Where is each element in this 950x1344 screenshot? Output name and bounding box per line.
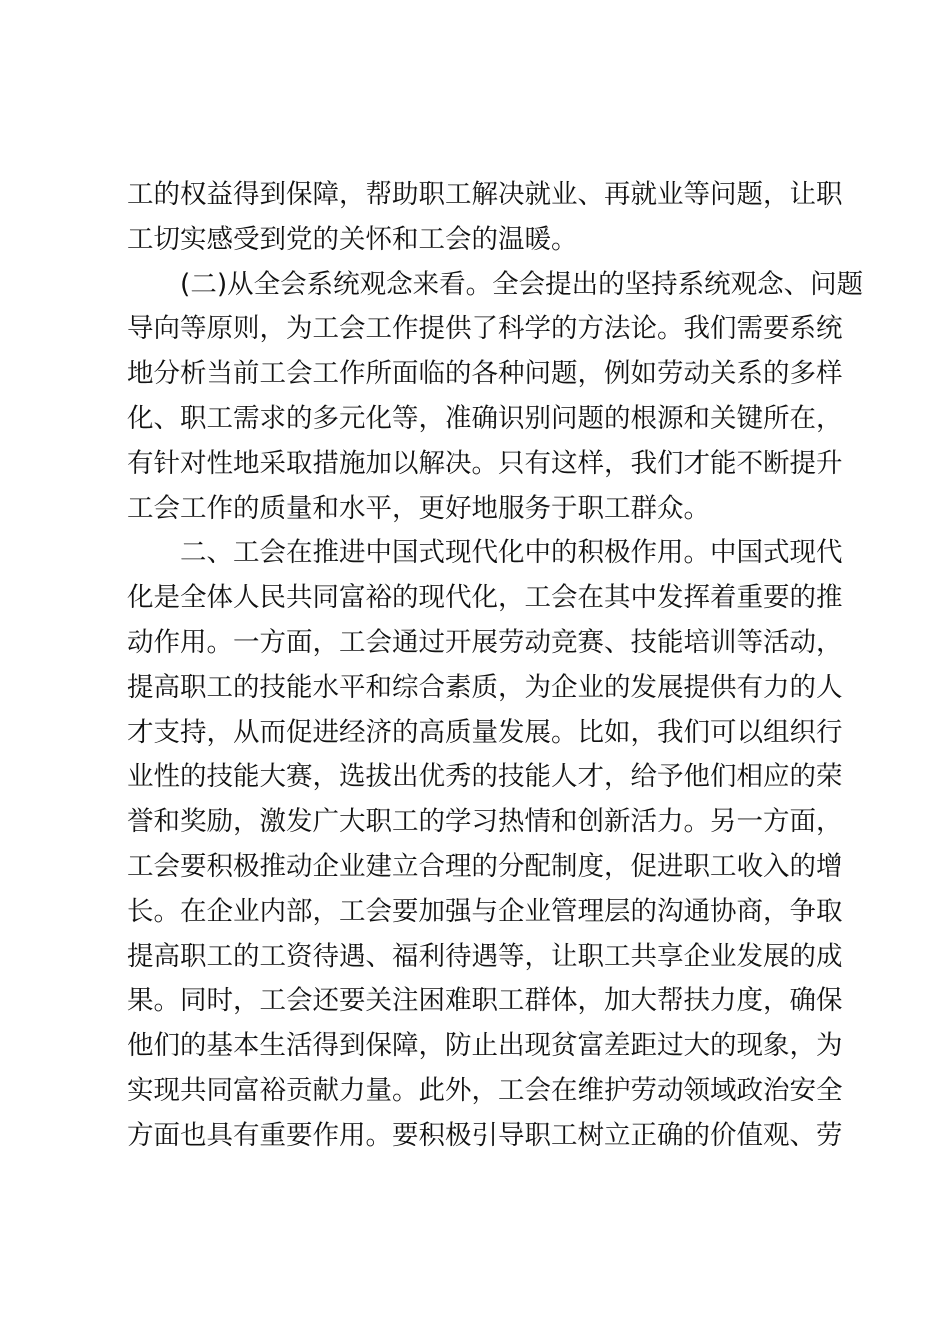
text-line: 化、职工需求的多元化等，准确识别问题的根源和关键所在， xyxy=(127,402,843,434)
text-line: 才支持，从而促进经济的高质量发展。比如，我们可以组织行 xyxy=(127,716,843,748)
text-line: 誉和奖励，激发广大职工的学习热情和创新活力。另一方面， xyxy=(127,806,843,838)
text-line: 导向等原则，为工会工作提供了科学的方法论。我们需要系统 xyxy=(127,313,843,345)
text-line: 地分析当前工会工作所面临的各种问题，例如劳动关系的多样 xyxy=(127,358,843,390)
text-line: 动作用。一方面，工会通过开展劳动竞赛、技能培训等活动， xyxy=(127,626,843,658)
text-line: 方面也具有重要作用。要积极引导职工树立正确的价值观、劳 xyxy=(127,1119,843,1151)
text-line: 工切实感受到党的关怀和工会的温暖。 xyxy=(127,223,578,255)
text-line: 有针对性地采取措施加以解决。只有这样，我们才能不断提升 xyxy=(127,447,843,479)
text-line: 化是全体人民共同富裕的现代化，工会在其中发挥着重要的推 xyxy=(127,582,843,614)
text-line: 二、工会在推进中国式现代化中的积极作用。中国式现代 xyxy=(180,537,843,569)
text-line: 提高职工的技能水平和综合素质，为企业的发展提供有力的人 xyxy=(127,671,843,703)
text-line: 实现共同富裕贡献力量。此外，工会在维护劳动领域政治安全 xyxy=(127,1074,843,1106)
body-text xyxy=(127,173,864,1159)
text-line: 工的权益得到保障，帮助职工解决就业、再就业等问题，让职 xyxy=(127,179,843,210)
text-line: 果。同时，工会还要关注困难职工群体，加大帮扶力度，确保 xyxy=(127,985,843,1017)
text-line: 他们的基本生活得到保障，防止出现贫富差距过大的现象，为 xyxy=(127,1030,843,1062)
text-line: 业性的技能大赛，选拔出优秀的技能人才，给予他们相应的荣 xyxy=(127,761,843,793)
text-line: 工会要积极推动企业建立合理的分配制度，促进职工收入的增 xyxy=(127,850,843,882)
text-line: 工会工作的质量和水平，更好地服务于职工群众。 xyxy=(127,492,710,524)
text-line: (二)从全会系统观念来看。全会提出的坚持系统观念、问题 xyxy=(180,268,864,300)
text-line: 长。在企业内部，工会要加强与企业管理层的沟通协商，争取 xyxy=(127,895,843,927)
text-line: 提高职工的工资待遇、福利待遇等，让职工共享企业发展的成 xyxy=(127,940,843,972)
